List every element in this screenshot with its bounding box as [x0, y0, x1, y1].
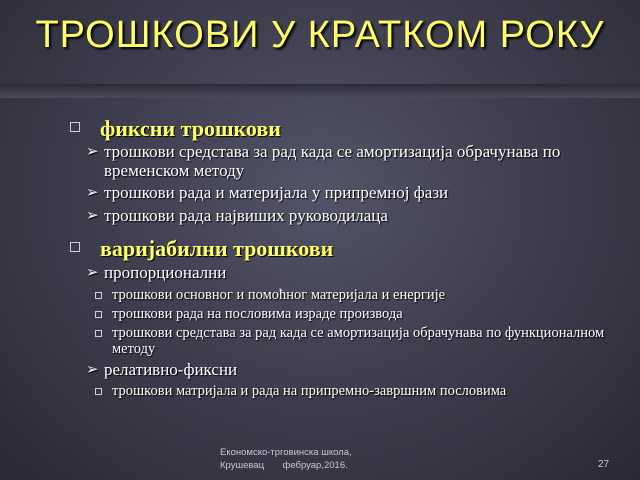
sub-list-item — [112, 306, 622, 322]
list-item — [86, 263, 604, 282]
sub-list-item — [112, 383, 512, 399]
sub-list-item-text: трошкови рада на пословима израде производа — [112, 306, 403, 322]
list-item — [86, 183, 604, 202]
list-item — [86, 206, 604, 225]
square-bullet-icon — [70, 242, 80, 252]
square-bullet-icon — [70, 122, 80, 132]
section-heading: фиксни трошкови — [100, 116, 281, 141]
sub-list-item — [112, 287, 622, 303]
sub-list-item — [112, 325, 622, 357]
list-item — [86, 142, 604, 180]
list-item-text: пропорционални — [104, 263, 227, 282]
small-square-bullet-icon — [95, 311, 102, 318]
section-heading: варијабилни трошкови — [100, 236, 334, 261]
sub-list-item-text: трошкови средстава за рад када се амортизација обрачунава по функционалном методу — [112, 325, 605, 357]
small-square-bullet-icon — [95, 292, 102, 299]
arrow-bullet-icon: ➢ — [86, 142, 99, 160]
slide-title: ТРОШКОВИ У КРАТКОМ РОКУ — [35, 14, 605, 56]
list-item-text: релативно-фиксни — [104, 360, 238, 379]
small-square-bullet-icon — [95, 330, 102, 337]
page-number: 27 — [598, 459, 610, 470]
list-item-text: трошкови средстава за рад када се амортизација обрачунава по временском методу — [104, 142, 561, 180]
list-item-text: трошкови рада највиших руководилаца — [104, 206, 388, 225]
footer-school: Економско-трговинска школа, — [220, 447, 352, 458]
section-variable-costs — [100, 236, 333, 262]
footer-place-date: Крушевац фебруар,2016. — [220, 460, 348, 471]
list-item-text: трошкови рада и материјала у припремној фази — [104, 183, 449, 202]
sub-list-item-text: трошкови основног и помоћног материјала и енергије — [112, 287, 446, 303]
small-square-bullet-icon — [95, 388, 102, 395]
slide-footer — [220, 446, 380, 472]
sub-list-item-text: трошкови матријала и рада на припремно-завршним пословима — [112, 383, 507, 399]
arrow-bullet-icon: ➢ — [86, 263, 99, 281]
arrow-bullet-icon: ➢ — [86, 183, 99, 201]
section-fixed-costs — [100, 116, 281, 142]
arrow-bullet-icon: ➢ — [86, 206, 99, 224]
arrow-bullet-icon: ➢ — [86, 360, 99, 378]
list-item — [86, 360, 604, 379]
